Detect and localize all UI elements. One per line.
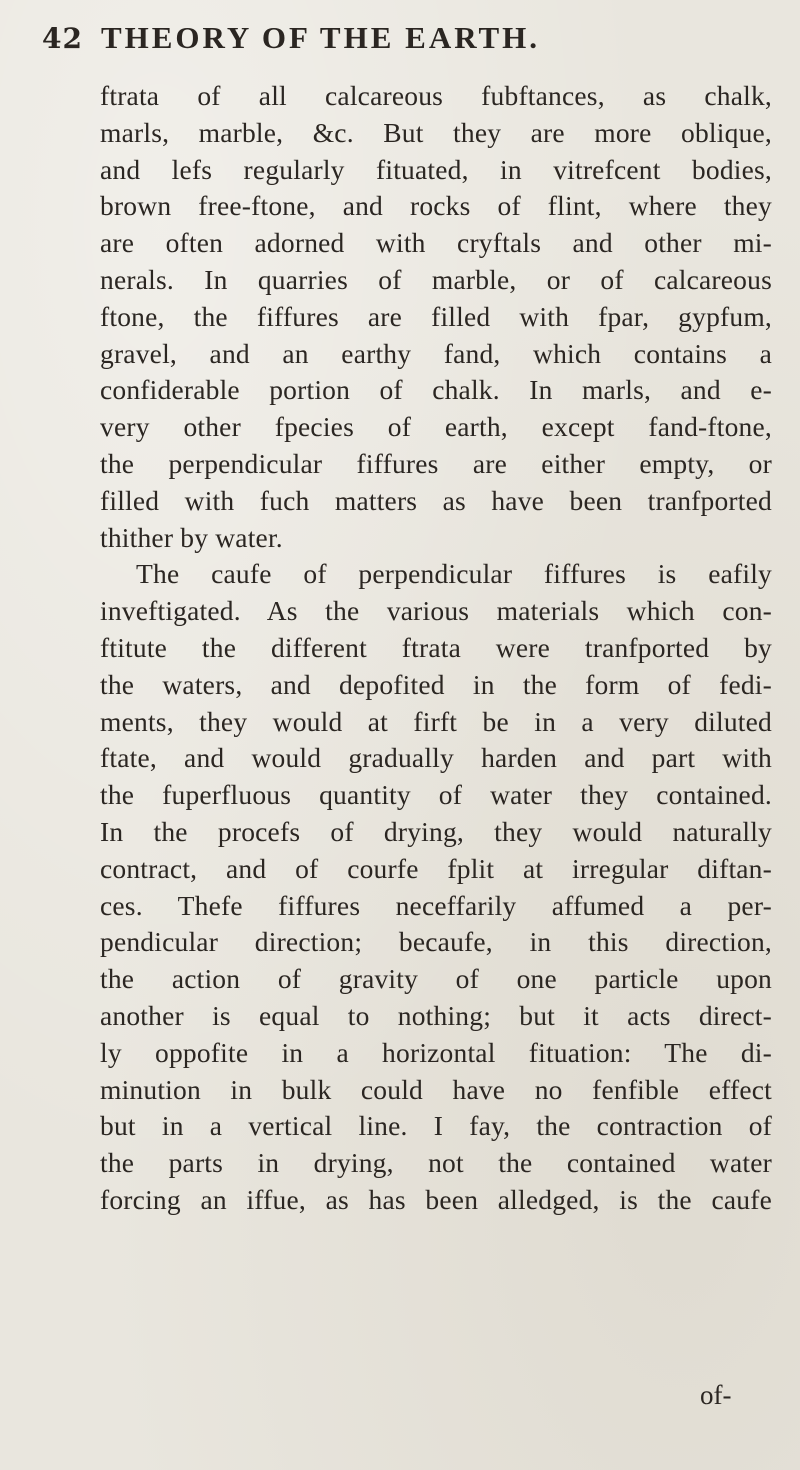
text-line: brown free-ftone, and rocks of flint, where they [100,190,772,222]
text-line: ftitute the different ftrata were tranfported by [100,631,772,663]
text-line: ftrata of all calcareous fubftances, as chalk, [100,80,772,111]
body-text [100,78,772,1219]
text-line: ftate, and would gradually harden and part with [100,742,772,774]
text-line: confiderable portion of chalk. In marls, and e- [100,374,772,406]
text-line: thither by water. [100,521,283,553]
text-line: are often adorned with cryftals and other mi- [100,227,772,259]
text-line: the fuperfluous quantity of water they contained. [100,779,772,811]
text-line: In the procefs of drying, they would naturally [100,815,772,847]
text-line: very other fpecies of earth, except fand-ftone, [100,411,772,443]
text-line: ments, they would at firft be in a very diluted [100,705,772,737]
text-line: ces. Thefe fiffures neceffarily affumed a per- [100,889,772,921]
page-header [42,20,762,80]
text-line: gravel, and an earthy fand, which contains a [100,337,772,369]
text-line: nerals. In quarries of marble, or of calcareous [100,263,772,295]
text-line: forcing an iffue, as has been alledged, is the caufe [100,1183,772,1215]
text-line: the waters, and depofited in the form of fedi- [100,668,772,700]
text-line: but in a vertical line. I fay, the contraction of [100,1110,772,1142]
text-line: and lefs regularly fituated, in vitrefcent bodies, [100,153,772,185]
text-line: the action of gravity of one particle upon [100,963,772,995]
text-line: contract, and of courfe fplit at irregular diftan- [100,852,772,884]
text-line: marls, marble, &c. But they are more oblique, [100,116,772,148]
running-head: THEORY OF THE EARTH. [100,20,541,55]
text-line: ly oppofite in a horizontal fituation: The di- [100,1036,772,1068]
text-line: the perpendicular fiffures are either empty, or [100,447,772,479]
paragraph-start-line: The caufe of perpendicular fiffures is eafily [136,558,772,590]
text-line: filled with fuch matters as have been tranfported [100,484,772,516]
text-line: the parts in drying, not the contained water [100,1147,772,1179]
catchword: of- [700,1380,732,1410]
text-line: inveftigated. As the various materials which con- [100,595,772,627]
text-line: another is equal to nothing; but it acts direct- [100,999,772,1031]
text-line: minution in bulk could have no fenfible effect [100,1073,772,1105]
text-line: ftone, the fiffures are filled with fpar, gypfum, [100,300,772,332]
text-line: pendicular direction; becaufe, in this direction, [100,926,772,958]
page-number: 42 [42,22,83,55]
